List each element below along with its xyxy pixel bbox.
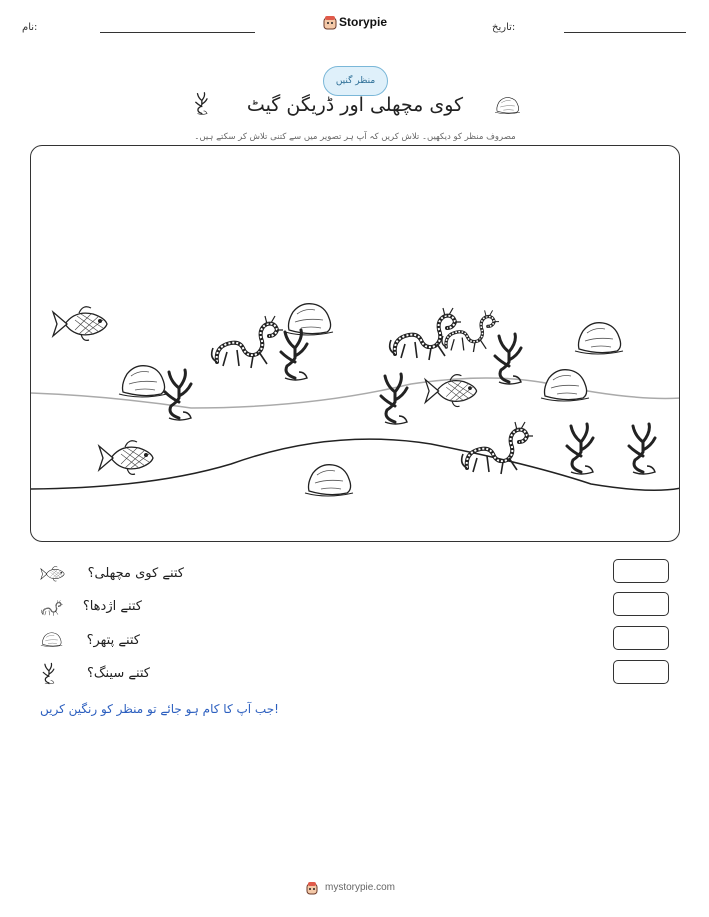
antler-icon	[281, 330, 307, 380]
storypie-logo	[322, 13, 392, 33]
question-dragon: کتنے اژدھا؟	[82, 599, 142, 614]
antler-title-icon	[192, 91, 216, 117]
antler-question-icon	[40, 661, 62, 687]
rock-icon	[305, 465, 353, 496]
footer	[305, 881, 415, 897]
antler-icon	[495, 334, 521, 384]
antler-icon	[567, 424, 593, 474]
rock-icon	[541, 370, 589, 401]
rock-question-icon	[40, 630, 64, 650]
brand-name: Storypie	[339, 15, 388, 29]
answer-box-koi[interactable]	[613, 559, 669, 583]
question-koi: کتنے کوی مچھلی؟	[87, 566, 184, 581]
koi-fish-icon	[425, 375, 476, 407]
activity-badge: منظر گنیں	[323, 66, 388, 96]
dragon-question-icon	[40, 596, 64, 620]
rock-title-icon	[494, 95, 522, 117]
dragon-icon	[462, 422, 533, 474]
answer-box-antler[interactable]	[613, 660, 669, 684]
question-rock: کتنے پتھر؟	[86, 633, 140, 648]
instructions: مصروف منظر کو دیکھیں۔ تلاش کریں کہ آپ ہر تصویر میں سے کتنی تلاش کر سکتے ہیں۔	[194, 132, 516, 142]
date-label: تاریخ:	[492, 22, 516, 33]
answer-box-dragon[interactable]	[613, 592, 669, 616]
koi-fish-icon	[99, 441, 153, 475]
antler-icon	[165, 370, 191, 420]
coloring-note: جب آپ کا کام ہو جائے تو منظر کو رنگین کریں!	[40, 702, 279, 716]
question-antler: کتنے سینگ؟	[86, 666, 150, 681]
name-label: نام:	[22, 22, 38, 33]
rock-icon	[575, 323, 623, 354]
rock-icon	[285, 304, 333, 335]
antler-icon	[629, 424, 655, 474]
antler-icon	[381, 374, 407, 424]
koi-fish-question-icon	[40, 563, 66, 585]
rock-icon	[119, 366, 167, 397]
search-scene	[30, 145, 680, 542]
date-line[interactable]	[564, 32, 686, 33]
page-title: کوی مچھلی اور ڈریگن گیٹ	[246, 94, 464, 116]
footer-url[interactable]: mystorypie.com	[325, 882, 396, 893]
answer-box-rock[interactable]	[613, 626, 669, 650]
koi-fish-icon	[53, 307, 107, 341]
storypie-mascot-icon	[322, 15, 338, 31]
name-line[interactable]	[100, 32, 255, 33]
storypie-mascot-icon	[305, 881, 319, 895]
dragon-icon	[212, 316, 283, 368]
scene-illustration	[31, 146, 680, 542]
